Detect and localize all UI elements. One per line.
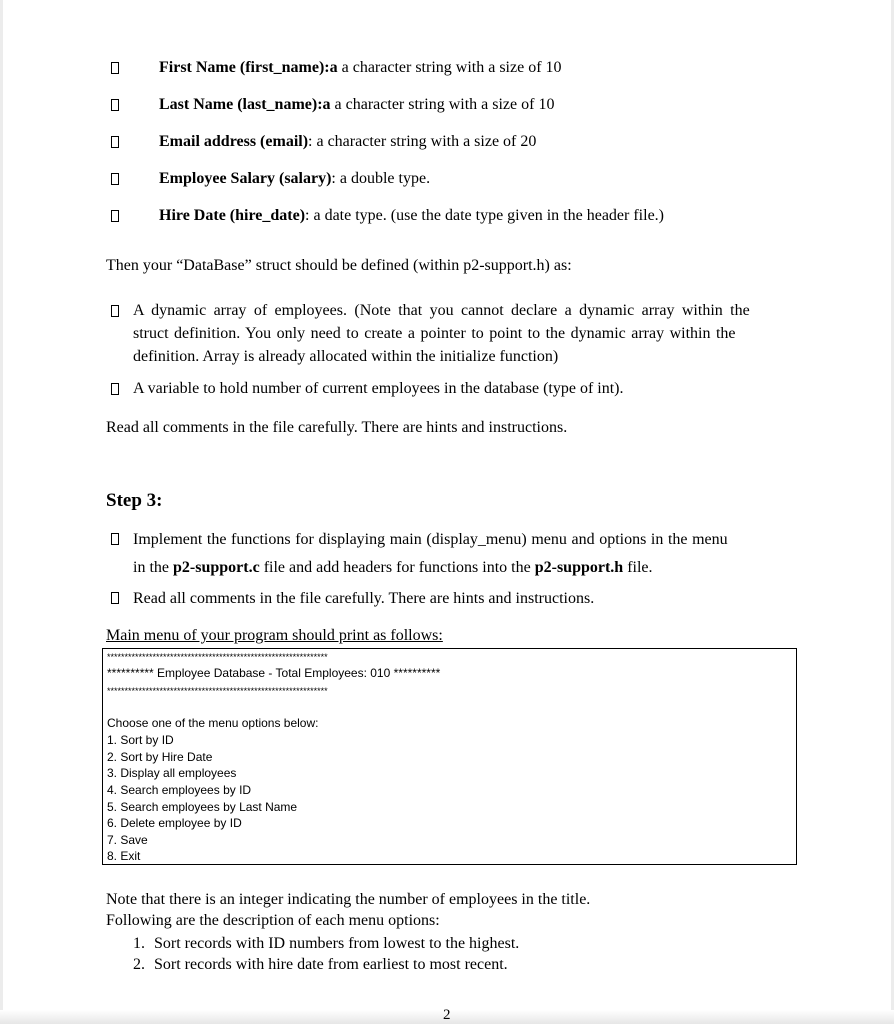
description-item: [133, 934, 519, 954]
field-item-text: [159, 58, 562, 78]
field-item-text: [159, 95, 554, 115]
filename-support-c: p2-support.c: [173, 559, 260, 576]
menu-option: 8. Exit: [107, 849, 141, 863]
struct-item: [133, 299, 791, 368]
bullet-box-icon: [111, 62, 119, 74]
stars-line: ***************************************************************: [107, 652, 328, 662]
filename-support-h: p2-support.h: [534, 559, 624, 576]
struct-item-line: A dynamic array of employees. (Note that you cannot declare a dynamic array within the: [133, 302, 750, 319]
page-number: 2: [443, 1007, 451, 1023]
step-heading: Step 3:: [106, 490, 163, 511]
read-comments-text: Read all comments in the file carefully. There are hints and instructions.: [106, 419, 568, 436]
menu-option: 2. Sort by Hire Date: [107, 750, 213, 764]
field-desc: a character string with a size of 10: [337, 59, 562, 76]
item-text: Sort records with hire date from earliest to most recent.: [154, 956, 508, 973]
following-line: Following are the description of each menu options:: [106, 912, 440, 929]
field-name: First Name (first_name):: [159, 59, 330, 76]
stars-line: ***************************************************************: [107, 686, 328, 696]
menu-option: 7. Save: [107, 833, 148, 847]
bullet-box-icon: [111, 210, 119, 222]
menu-option: 6. Delete employee by ID: [107, 816, 242, 830]
field-desc: : a character string with a size of 20: [308, 133, 537, 150]
menu-prompt: Choose one of the menu options below:: [107, 716, 319, 730]
field-desc: : a double type.: [331, 170, 431, 187]
step3-item-line: Read all comments in the file carefully. There are hints and instructions.: [133, 590, 595, 607]
field-name: Email address (email): [159, 133, 309, 150]
field-desc: : a date type. (use the date type given in the header file.): [305, 207, 664, 224]
text-run: in the: [133, 559, 173, 576]
field-name: Last Name (last_name):: [159, 96, 323, 113]
struct-item-line: definition. Array is already allocated within the initialize function): [133, 348, 559, 365]
bullet-box-icon: [111, 136, 119, 148]
field-desc-prefix: a: [329, 59, 338, 76]
note-line: Note that there is an integer indicating the number of employees in the title.: [106, 891, 591, 908]
struct-item-line: struct definition. You only need to create a pointer to point to the dynamic array within the: [133, 325, 736, 342]
item-text: Sort records with ID numbers from lowest to the highest.: [154, 935, 520, 952]
field-name: Employee Salary (salary): [159, 170, 332, 187]
menu-option: 1. Sort by ID: [107, 733, 174, 747]
field-desc: a character string with a size of 10: [330, 96, 555, 113]
bullet-box-icon: [111, 592, 119, 604]
step3-item-line: [133, 558, 653, 578]
struct-item: A variable to hold number of current employees in the database (type of int).: [133, 380, 624, 397]
description-item: [133, 955, 508, 975]
field-item-text: [159, 206, 664, 226]
text-run: file and add headers for functions into the: [259, 559, 535, 576]
menu-output-box: [102, 648, 797, 865]
item-number: 2.: [133, 956, 145, 973]
menu-title-line: ********** Employee Database - Total Employees: 010 **********: [107, 666, 441, 680]
menu-option: 4. Search employees by ID: [107, 783, 252, 797]
field-desc-prefix: a: [322, 96, 331, 113]
bullet-box-icon: [111, 383, 119, 395]
menu-option: 3. Display all employees: [107, 766, 237, 780]
bullet-box-icon: [111, 305, 119, 317]
field-item-text: [159, 169, 430, 189]
bullet-box-icon: [111, 173, 119, 185]
text-run: file.: [623, 559, 653, 576]
bullet-box-icon: [111, 99, 119, 111]
field-item-text: [159, 132, 536, 152]
struct-intro: Then your “DataBase” struct should be defined (within p2-support.h) as:: [106, 257, 572, 274]
field-name: Hire Date (hire_date): [159, 207, 306, 224]
menu-option: 5. Search employees by Last Name: [107, 800, 298, 814]
page-left-edge: [0, 0, 3, 1024]
step3-item-line: Implement the functions for displaying main (display_menu) menu and options in the menu: [133, 531, 728, 548]
menu-caption: Main menu of your program should print as follows:: [106, 627, 443, 644]
item-number: 1.: [133, 935, 145, 952]
bullet-box-icon: [111, 533, 119, 545]
